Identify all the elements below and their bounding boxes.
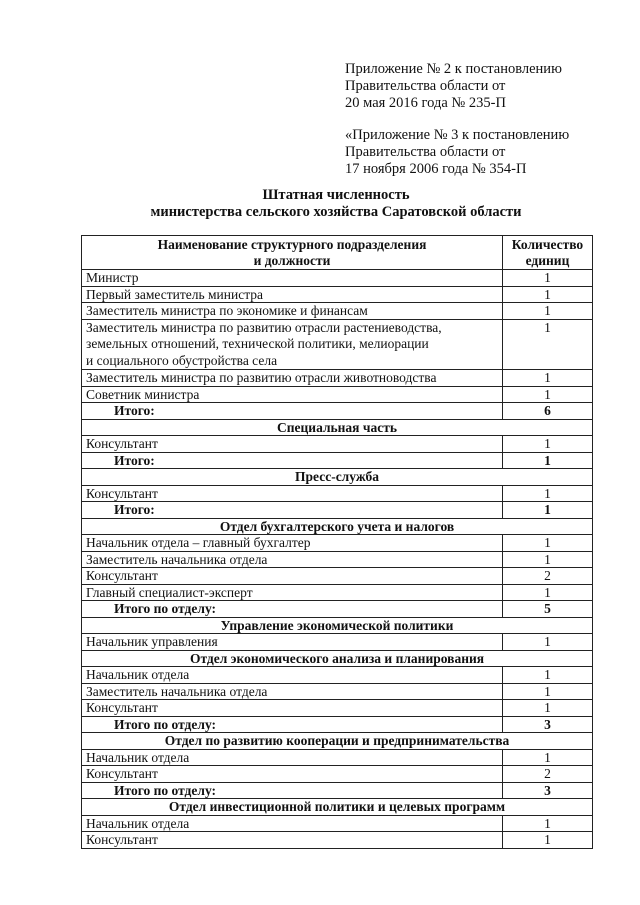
position-qty: 1 — [503, 749, 593, 766]
position-qty: 1 — [503, 270, 593, 287]
table-row — [82, 270, 593, 287]
position-name: Министр — [82, 270, 503, 287]
total-qty: 1 — [503, 502, 593, 519]
position-qty: 1 — [503, 700, 593, 717]
table-row — [82, 303, 593, 320]
total-row — [82, 601, 593, 618]
position-name: Главный специалист-эксперт — [82, 584, 503, 601]
position-name: Консультант — [82, 568, 503, 585]
document-title — [0, 187, 640, 221]
position-name: Заместитель министра по развитию отрасли животноводства — [82, 370, 503, 387]
position-qty: 1 — [503, 634, 593, 651]
position-qty: 1 — [503, 667, 593, 684]
table-row — [82, 535, 593, 552]
position-qty: 1 — [503, 370, 593, 387]
section-row — [82, 650, 593, 667]
position-name-line: и социального обустройства села — [86, 352, 278, 368]
position-name-line: Заместитель министра по развитию отрасли растениеводства, — [86, 319, 442, 335]
table-row — [82, 815, 593, 832]
position-qty: 1 — [503, 832, 593, 849]
position-qty: 2 — [503, 568, 593, 585]
title-line-2: министерства сельского хозяйства Саратовской области — [150, 204, 522, 220]
total-label: Итого по отделу: — [82, 782, 503, 799]
table-row — [82, 568, 593, 585]
table-row — [82, 667, 593, 684]
total-qty: 3 — [503, 716, 593, 733]
section-title: Отдел по развитию кооперации и предпринимательства — [82, 733, 593, 750]
position-name: Первый заместитель министра — [82, 286, 503, 303]
table-row — [82, 700, 593, 717]
position-qty: 1 — [503, 535, 593, 552]
original-appendix-line: «Приложение № 3 к постановлению — [345, 127, 570, 143]
original-appendix-line: Правительства области от — [345, 144, 506, 160]
position-qty: 1 — [503, 584, 593, 601]
section-title: Управление экономической политики — [82, 617, 593, 634]
position-name: Консультант — [82, 700, 503, 717]
position-qty: 1 — [503, 286, 593, 303]
appendix-line: Приложение № 2 к постановлению — [345, 61, 562, 77]
table-row — [82, 634, 593, 651]
title-line-1: Штатная численность — [262, 187, 410, 203]
total-row — [82, 452, 593, 469]
header-name-line2: и должности — [253, 253, 331, 268]
section-row — [82, 419, 593, 436]
section-title: Пресс-служба — [82, 469, 593, 486]
header-qty-line2: единиц — [525, 253, 570, 268]
position-qty: 1 — [503, 386, 593, 403]
position-qty: 1 — [503, 815, 593, 832]
original-appendix-line: 17 ноября 2006 года № 354-П — [345, 161, 527, 177]
section-row — [82, 733, 593, 750]
position-qty: 1 — [503, 436, 593, 453]
table-row — [82, 551, 593, 568]
total-label: Итого по отделу: — [82, 601, 503, 618]
position-qty: 2 — [503, 766, 593, 783]
position-name: Консультант — [82, 436, 503, 453]
position-name: Начальник отдела — [82, 815, 503, 832]
position-qty: 1 — [503, 303, 593, 320]
position-name: Начальник управления — [82, 634, 503, 651]
position-name — [82, 319, 503, 370]
header-qty-line1: Количество — [511, 237, 584, 252]
table-header-row — [82, 236, 593, 270]
section-row — [82, 799, 593, 816]
header-qty — [503, 236, 593, 270]
table-row — [82, 386, 593, 403]
position-name-line: земельных отношений, технической политики, мелиорации — [86, 336, 429, 351]
total-qty: 3 — [503, 782, 593, 799]
total-label: Итого: — [82, 403, 503, 420]
section-row — [82, 518, 593, 535]
table-row — [82, 683, 593, 700]
table-row — [82, 749, 593, 766]
position-name: Консультант — [82, 832, 503, 849]
position-name: Консультант — [82, 766, 503, 783]
total-qty: 5 — [503, 601, 593, 618]
table-row — [82, 584, 593, 601]
section-title: Отдел экономического анализа и планирования — [82, 650, 593, 667]
position-name: Заместитель начальника отдела — [82, 551, 503, 568]
table-row — [82, 286, 593, 303]
position-qty: 1 — [503, 485, 593, 502]
position-name: Начальник отдела — [82, 749, 503, 766]
header-name — [82, 236, 503, 270]
section-row — [82, 469, 593, 486]
total-label: Итого по отделу: — [82, 716, 503, 733]
staff-table — [81, 235, 593, 849]
position-name: Начальник отдела – главный бухгалтер — [82, 535, 503, 552]
table-row — [82, 485, 593, 502]
position-name: Начальник отдела — [82, 667, 503, 684]
total-row — [82, 782, 593, 799]
appendix-line: 20 мая 2016 года № 235-П — [345, 95, 506, 111]
header-name-line1: Наименование структурного подразделения — [157, 237, 427, 252]
section-title: Специальная часть — [82, 419, 593, 436]
position-qty: 1 — [503, 551, 593, 568]
position-name: Заместитель начальника отдела — [82, 683, 503, 700]
table-row — [82, 436, 593, 453]
total-row — [82, 403, 593, 420]
appendix-reference — [345, 61, 625, 178]
position-name: Советник министра — [82, 386, 503, 403]
total-qty: 6 — [503, 403, 593, 420]
section-row — [82, 617, 593, 634]
appendix-line: Правительства области от — [345, 78, 506, 94]
table-row — [82, 766, 593, 783]
total-label: Итого: — [82, 502, 503, 519]
section-title: Отдел бухгалтерского учета и налогов — [82, 518, 593, 535]
position-qty: 1 — [503, 683, 593, 700]
table-row — [82, 370, 593, 387]
table-row — [82, 832, 593, 849]
position-name: Заместитель министра по экономике и финансам — [82, 303, 503, 320]
position-qty: 1 — [503, 319, 593, 370]
position-name: Консультант — [82, 485, 503, 502]
section-title: Отдел инвестиционной политики и целевых программ — [82, 799, 593, 816]
total-row — [82, 502, 593, 519]
total-label: Итого: — [82, 452, 503, 469]
table-row — [82, 319, 593, 370]
total-row — [82, 716, 593, 733]
total-qty: 1 — [503, 452, 593, 469]
